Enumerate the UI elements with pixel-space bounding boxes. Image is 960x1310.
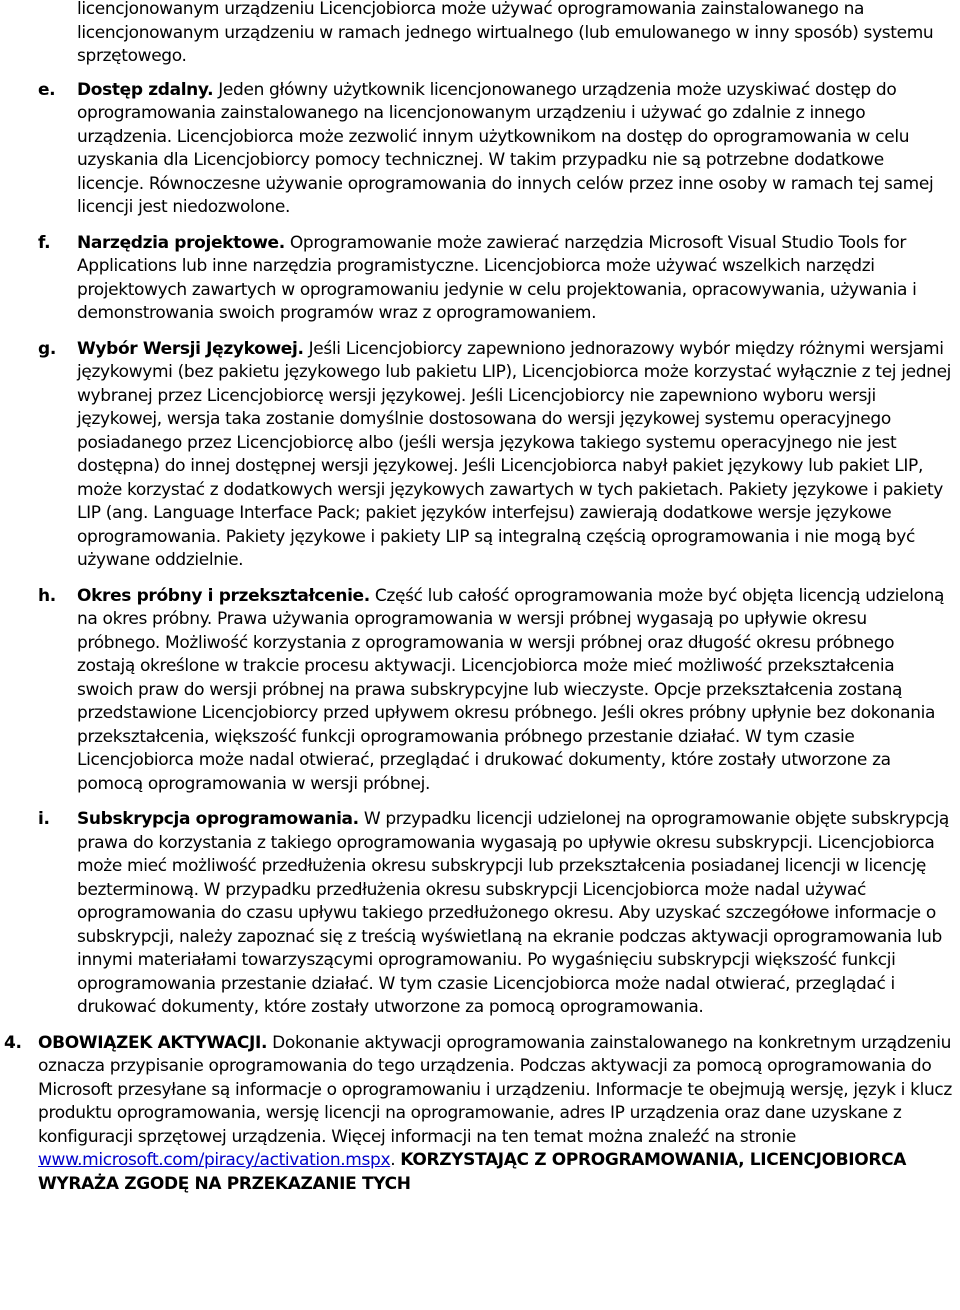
section-body: Oprogramowanie może zawierać narzędzia Microsoft Visual Studio Tools for Applications lub inne narzędzia programistyczne. Licencjobiorca może używać wszelkich narzędzi projektowych zawartych w oprogramowaniu jedynie w celu projektowania, opracowywania, używania i demonstrowania swoich programów wraz z oprogramowaniem. <box>77 232 917 323</box>
section-h <box>0 585 960 797</box>
section-body: Część lub całość oprogramowania może być objęta licencją udzieloną na okres próbny. Prawa używania oprogramowania w wersji próbnej wygasają po upływie okresu próbnego. Możliwość korzystania z oprogramowania w wersji próbnej oraz długość okresu próbnego zostają określone w trakcie procesu aktywacji. Licencjobiorca może mieć możliwość przekształcenia swoich praw do wersji próbnej na prawa subskrypcyjne lub wieczyste. Opcje przekształcenia zostaną przedstawione Licencjobiorcy przed upływem okresu próbnego. Jeśli okres próbny upłynie bez dokonania przekształcenia, większość funkcji oprogramowania próbnego przestanie działać. W tym czasie Licencjobiorca może nadal otwierać, przeglądać i drukować dokumenty, które zostały utworzone za pomocą oprogramowania w wersji próbnej. <box>77 585 945 794</box>
after-link-text: . <box>390 1150 401 1170</box>
section-heading: Okres próbny i przekształcenie. <box>77 585 370 606</box>
section-g <box>0 338 960 573</box>
intro-paragraph <box>0 0 960 69</box>
section-body: Jeśli Licencjobiorcy zapewniono jednorazowy wybór między różnymi wersjami językowymi (bez pakietu językowego lub pakietu LIP), Licencjobiorca może korzystać wyłącznie z tej jednej wybranej przez Licencjobiorcę wersji językowej. Jeśli Licencjobiorcy nie zapewniono wyboru wersji językowej, wersja taka zostanie domyślnie dostosowana do wersji językowej systemu operacyjnego posiadanego przez Licencjobiorcę albo (jeśli wersja językowa takiego systemu operacyjnego nie jest dostępna) do innej dostępnej wersji językowej. Jeśli Licencjobiorca nabył pakiet językowy lub pakiet LIP, może korzystać z dodatkowych wersji językowych zawartych w tych pakietach. Pakiety językowe i pakiety LIP (ang. Language Interface Pack; pakiet języków interfejsu) zawierają dodatkowe wersje językowe oprogramowania. Pakiety językowe i pakiety LIP są integralną częścią oprogramowania i nie mogą być używane oddzielnie. <box>77 338 952 570</box>
section-body: W przypadku licencji udzielonej na oprogramowanie objęte subskrypcją prawa do korzystania z takiego oprogramowania wygasają po upływie okresu subskrypcji. Licencjobiorca może mieć możliwość przedłużenia okresu subskrypcji lub przekształcenia posiadanej licencji w licencję bezterminową. W przypadku przedłużenia okresu subskrypcji Licencjobiorca może nadal używać oprogramowania do czasu upływu takiego przedłużonego okresu. Aby uzyskać szczegółowe informacje o subskrypcji, należy zapoznać się z treścią wyświetlaną na ekranie podczas aktywacji oprogramowania lub innymi materiałami towarzyszącymi oprogramowaniu. Po wygaśnięciu subskrypcji większość funkcji oprogramowania przestanie działać. W tym czasie Licencjobiorca może nadal otwierać, przeglądać i drukować dokumenty, które zostały utworzone za pomocą oprogramowania. <box>77 809 949 1017</box>
section-body: Jeden główny użytkownik licencjonowanego urządzenia może uzyskiwać dostęp do oprogramowania zainstalowanego na licencjonowanym urządzeniu i używać go zdalnie z innego urządzenia. Licencjobiorca może zezwolić innym użytkownikom na dostęp do oprogramowania w celu uzyskania dla Licencjobiorcy pomocy technicznej. W takim przypadku nie są potrzebne dodatkowe licencje. Równoczesne używanie oprogramowania do innych celów przez inne osoby w ramach tej samej licencji jest niedozwolone. <box>77 79 934 217</box>
section-marker: h. <box>38 585 56 606</box>
section-marker: i. <box>38 809 50 829</box>
section-marker: g. <box>38 338 56 359</box>
intro-text: licencjonowanym urządzeniu Licencjobiorca może używać oprogramowania zainstalowanego na licencjonowanym urządzeniu w ramach jednego wirtualnego (lub emulowanego w inny sposób) systemu sprzętowego. <box>77 0 934 66</box>
section-4 <box>0 1032 960 1197</box>
section-heading: Subskrypcja oprogramowania. <box>77 809 359 829</box>
section-marker: e. <box>38 79 56 100</box>
caps-notice: KORZYSTAJĄC Z OPROGRAMOWANIA, LICENCJOBIORCA WYRAŻA ZGODĘ NA PRZEKAZANIE TYCH <box>38 1150 907 1194</box>
activation-link[interactable]: www.microsoft.com/piracy/activation.mspx <box>38 1150 391 1170</box>
section-heading: Narzędzia projektowe. <box>77 232 285 253</box>
section-marker: 4. <box>4 1032 22 1053</box>
section-heading: Wybór Wersji Językowej. <box>77 338 304 359</box>
section-i <box>0 808 960 1020</box>
section-e <box>0 79 960 220</box>
section-body: Dokonanie aktywacji oprogramowania zainstalowanego na konkretnym urządzeniu oznacza przypisanie oprogramowania do tego urządzenia. Podczas aktywacji za pomocą oprogramowania do Microsoft przesyłane są informacje o oprogramowaniu i urządzeniu. Informacje te obejmują wersję, język i klucz produktu oprogramowania, wersję licencji na oprogramowanie, adres IP urządzenia oraz dane uzyskane z konfiguracji sprzętowej urządzenia. Więcej informacji na ten temat można znaleźć na stronie <box>38 1032 952 1147</box>
section-heading: Dostęp zdalny. <box>77 79 214 100</box>
section-marker: f. <box>38 232 51 253</box>
section-heading: OBOWIĄZEK AKTYWACJI. <box>38 1032 268 1053</box>
section-f <box>0 232 960 326</box>
